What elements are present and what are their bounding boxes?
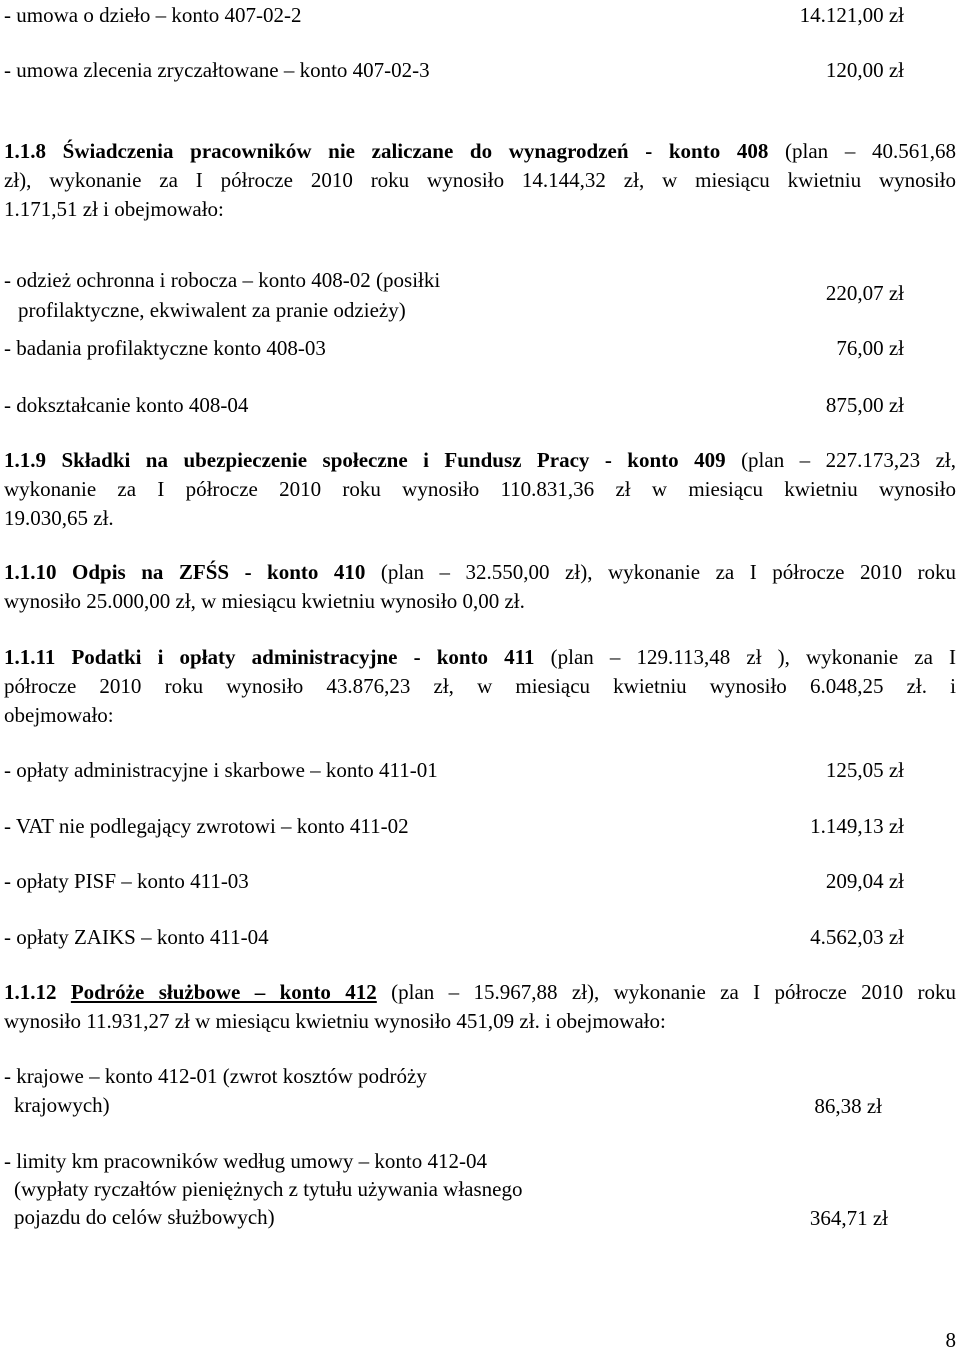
list-item [4, 333, 904, 363]
list-item [4, 1147, 904, 1234]
item-amount: 14.121,00 zł [799, 3, 904, 27]
item-amount: 4.562,03 zł [810, 925, 904, 949]
list-item [4, 922, 904, 952]
item-amount: 220,07 zł [825, 281, 904, 305]
item-label: - odzież ochronna i robocza – konto 408-02 (posiłki profilaktyczne, ekwiwalent za pranie odzieży) [4, 268, 441, 322]
item-label: - umowa zlecenia zryczałtowane – konto 407-02-3 [4, 58, 430, 82]
item-amount: 875,00 zł [825, 393, 904, 417]
list-item [4, 0, 904, 30]
item-label: - badania profilaktyczne konto 408-03 [4, 336, 326, 360]
item-amount: 1.149,13 zł [810, 814, 904, 838]
list-item [4, 755, 904, 785]
section-1111-paragraph: 1.1.11 Podatki i opłaty administracyjne - konto 411 (plan – 129.113,48 zł ), wykonanie za I półrocze 2010 roku wynosiło 43.876,23 zł, w miesiącu kwietniu wynosiło 6.048,25 zł. i obejmowało: [4, 645, 957, 727]
item-amount: 125,05 zł [825, 758, 904, 782]
list-item [4, 55, 904, 85]
page-number: 8 [945, 1328, 956, 1352]
item-amount: 76,00 zł [836, 336, 904, 360]
section-118-paragraph: 1.1.8 Świadczenia pracowników nie zaliczane do wynagrodzeń - konto 408 (plan – 40.561,68 zł), wykonanie za I półrocze 2010 roku wynosiło 14.144,32 zł, w miesiącu kwietniu wynosiło 1.171,51 zł i obejmowało: [4, 139, 956, 221]
item-label: - limity km pracowników według umowy – konto 412-04 (wypłaty ryczałtów pieniężnych z tytułu używania własnego pojazdu do celów służbowych) [4, 1149, 523, 1229]
item-amount: 364,71 zł [809, 1206, 888, 1230]
item-label: - opłaty administracyjne i skarbowe – konto 411-01 [4, 758, 438, 782]
item-label: - krajowe – konto 412-01 (zwrot kosztów podróży krajowych) [4, 1064, 427, 1117]
section-1110-heading: 1.1.10 Odpis na ZFŚS - konto 410 [4, 560, 366, 584]
list-item [4, 390, 904, 420]
item-label: - dokształcanie konto 408-04 [4, 393, 249, 417]
item-amount: 120,00 zł [825, 58, 904, 82]
section-1111-heading: 1.1.11 Podatki i opłaty administracyjne - konto 411 [4, 645, 535, 669]
item-label: - VAT nie podlegający zwrotowi – konto 411-02 [4, 814, 409, 838]
list-item [4, 1062, 904, 1120]
list-item [4, 866, 904, 896]
section-1112-heading: Podróże służbowe – konto 412 [70, 980, 377, 1004]
item-amount: 209,04 zł [825, 869, 904, 893]
section-1110-paragraph: 1.1.10 Odpis na ZFŚS - konto 410 (plan – 32.550,00 zł), wykonanie za I półrocze 2010 roku wynosiło 25.000,00 zł, w miesiącu kwietniu wynosiło 0,00 zł. [4, 560, 956, 613]
item-label: - opłaty ZAIKS – konto 411-04 [4, 925, 269, 949]
item-amount: 86,38 zł [814, 1094, 882, 1118]
list-item [4, 268, 904, 322]
item-label: - umowa o dzieło – konto 407-02-2 [4, 3, 302, 27]
section-118-heading: 1.1.8 Świadczenia pracowników nie zaliczane do wynagrodzeń - konto 408 [4, 139, 769, 163]
section-119-heading: 1.1.9 Składki na ubezpieczenie społeczne i Fundusz Pracy - konto 409 [4, 448, 726, 472]
item-label: - opłaty PISF – konto 411-03 [4, 869, 249, 893]
section-119-paragraph: 1.1.9 Składki na ubezpieczenie społeczne i Fundusz Pracy - konto 409 (plan – 227.173,23 zł, wykonanie za I półrocze 2010 roku wynosiło 110.831,36 zł w miesiącu kwietniu wynosiło 19.030,65 zł. [4, 448, 956, 530]
section-1112-heading-number: 1.1.12 [4, 980, 71, 1004]
list-item [4, 811, 904, 841]
section-1112-paragraph: 1.1.12 Podróże służbowe – konto 412 (plan – 15.967,88 zł), wykonanie za I półrocze 2010 roku wynosiło 11.931,27 zł w miesiącu kwietniu wynosiło 451,09 zł. i obejmowało: [4, 980, 956, 1033]
